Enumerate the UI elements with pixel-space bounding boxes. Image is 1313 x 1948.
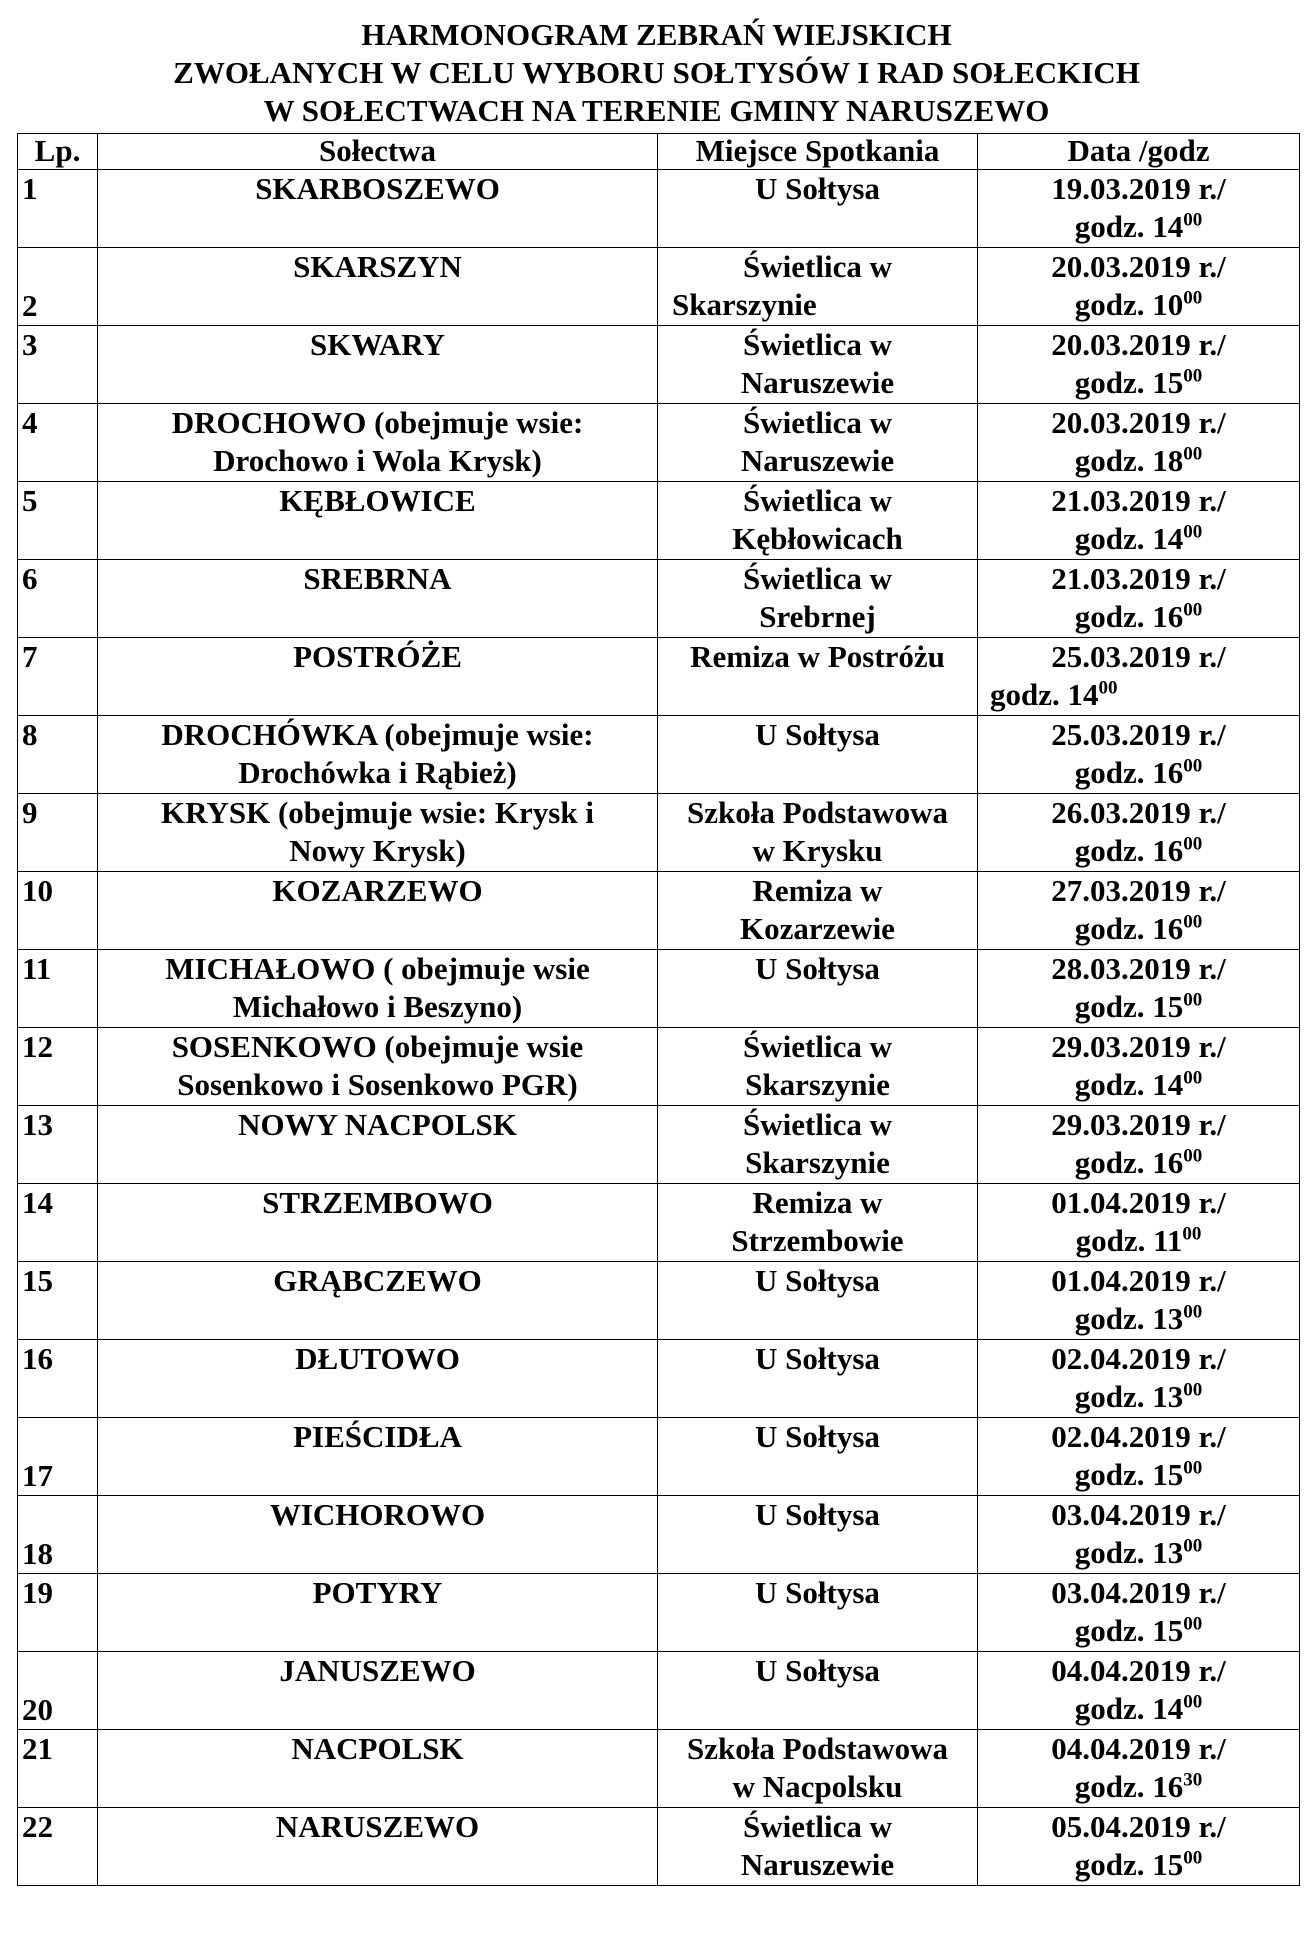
time-hour: 14 <box>1152 1691 1184 1726</box>
miejsce-text: Skarszynie <box>745 1067 890 1102</box>
meeting-date: 25.03.2019 r./ <box>1051 639 1226 674</box>
solectwo-cell <box>98 248 658 326</box>
miejsce-text: U Sołtysa <box>755 1341 880 1376</box>
time-minute: 00 <box>1183 755 1203 777</box>
schedule-table <box>17 133 1300 1886</box>
row-number: 1 <box>18 170 98 248</box>
data-cell <box>978 560 1300 638</box>
row-number: 4 <box>18 404 98 482</box>
solectwo-name: NOWY NACPOLSK <box>238 1107 517 1142</box>
solectwo-cell <box>98 1028 658 1106</box>
solectwo-name: POTYRY <box>312 1575 443 1610</box>
row-number: 13 <box>18 1106 98 1184</box>
meeting-time <box>982 208 1295 246</box>
meeting-time <box>982 1378 1295 1416</box>
miejsce-text: U Sołtysa <box>755 1263 880 1298</box>
solectwo-cell <box>98 482 658 560</box>
miejsce-cell <box>658 482 978 560</box>
meeting-time <box>982 1222 1295 1260</box>
miejsce-text: w Nacpolsku <box>732 1769 903 1804</box>
solectwo-cell <box>98 1652 658 1730</box>
miejsce-text: Srebrnej <box>759 599 876 634</box>
miejsce-text: Naruszewie <box>740 1847 895 1882</box>
time-prefix: godz. <box>1074 911 1153 946</box>
solectwo-name: Drochówka i Rąbież) <box>238 755 517 790</box>
solectwo-name: STRZEMBOWO <box>262 1185 493 1220</box>
table-row <box>18 1340 1300 1418</box>
row-number: 14 <box>18 1184 98 1262</box>
miejsce-cell <box>658 1496 978 1574</box>
row-number: 18 <box>18 1496 98 1574</box>
miejsce-text: Świetlica w <box>743 1029 892 1064</box>
miejsce-text: Naruszewie <box>740 443 895 478</box>
time-minute: 00 <box>1183 833 1203 855</box>
row-number: 21 <box>18 1730 98 1808</box>
solectwo-cell <box>98 950 658 1028</box>
table-row <box>18 404 1300 482</box>
time-prefix: godz. <box>1074 755 1153 790</box>
solectwo-cell <box>98 326 658 404</box>
time-minute: 00 <box>1182 1223 1202 1245</box>
data-cell <box>978 404 1300 482</box>
data-cell <box>978 326 1300 404</box>
time-hour: 18 <box>1152 443 1184 478</box>
solectwo-name: NARUSZEWO <box>275 1809 480 1844</box>
solectwo-name: SKARBOSZEWO <box>255 171 500 206</box>
solectwo-name: Michałowo i Beszyno) <box>232 989 523 1024</box>
solectwo-name: NACPOLSK <box>291 1731 464 1766</box>
meeting-time <box>982 1768 1295 1806</box>
miejsce-cell <box>658 1028 978 1106</box>
table-row <box>18 560 1300 638</box>
meeting-date: 29.03.2019 r./ <box>1051 1029 1226 1064</box>
header-lp: Lp. <box>18 134 98 170</box>
solectwo-cell <box>98 404 658 482</box>
data-cell <box>978 1262 1300 1340</box>
time-prefix: godz. <box>1074 1457 1153 1492</box>
miejsce-text: Świetlica w <box>743 249 892 284</box>
solectwo-name: SKARSZYN <box>293 249 462 284</box>
table-row <box>18 1184 1300 1262</box>
meeting-time <box>982 442 1295 480</box>
time-prefix: godz. <box>1074 1535 1153 1570</box>
time-hour: 14 <box>1152 1067 1184 1102</box>
miejsce-cell <box>658 560 978 638</box>
row-number: 15 <box>18 1262 98 1340</box>
miejsce-text: Skarszynie <box>745 1145 890 1180</box>
meeting-time <box>982 520 1295 558</box>
table-row <box>18 794 1300 872</box>
solectwo-cell <box>98 1808 658 1886</box>
header-solectwa: Sołectwa <box>98 134 658 170</box>
solectwo-name: SOSENKOWO (obejmuje wsie <box>171 1029 584 1064</box>
meeting-time <box>982 988 1295 1026</box>
header-miejsce: Miejsce Spotkania <box>658 134 978 170</box>
time-hour: 16 <box>1152 1145 1184 1180</box>
time-hour: 15 <box>1152 1847 1184 1882</box>
miejsce-text: Świetlica w <box>743 483 892 518</box>
row-number: 10 <box>18 872 98 950</box>
time-minute: 00 <box>1183 1847 1203 1869</box>
time-prefix: godz. <box>1074 1691 1153 1726</box>
table-row <box>18 1418 1300 1496</box>
meeting-date: 04.04.2019 r./ <box>1051 1653 1226 1688</box>
solectwo-cell <box>98 716 658 794</box>
miejsce-cell <box>658 872 978 950</box>
data-cell <box>978 482 1300 560</box>
table-row <box>18 1730 1300 1808</box>
table-row <box>18 716 1300 794</box>
time-prefix: godz. <box>1074 443 1153 478</box>
data-cell <box>978 1028 1300 1106</box>
row-number: 11 <box>18 950 98 1028</box>
solectwo-cell <box>98 560 658 638</box>
meeting-time <box>982 832 1295 870</box>
meeting-date: 21.03.2019 r./ <box>1051 561 1226 596</box>
miejsce-text: Remiza w Postróżu <box>690 639 945 674</box>
miejsce-cell <box>658 1574 978 1652</box>
miejsce-text: Szkoła Podstawowa <box>687 795 948 830</box>
miejsce-cell <box>658 1262 978 1340</box>
solectwo-cell <box>98 1184 658 1262</box>
meeting-time <box>982 286 1295 324</box>
data-cell <box>978 638 1300 716</box>
meeting-time <box>982 598 1295 636</box>
time-prefix: godz. <box>1074 1145 1153 1180</box>
miejsce-cell <box>658 794 978 872</box>
time-hour: 15 <box>1152 1613 1184 1648</box>
time-prefix: godz. <box>1074 1379 1153 1414</box>
time-hour: 13 <box>1152 1379 1184 1414</box>
miejsce-text: Strzembowie <box>731 1223 904 1258</box>
table-row <box>18 638 1300 716</box>
time-prefix: godz. <box>1074 1067 1153 1102</box>
table-row <box>18 482 1300 560</box>
miejsce-text: Świetlica w <box>743 1809 892 1844</box>
miejsce-cell <box>658 1808 978 1886</box>
meeting-date: 25.03.2019 r./ <box>1051 717 1226 752</box>
meeting-date: 20.03.2019 r./ <box>1051 249 1226 284</box>
miejsce-text: U Sołtysa <box>755 171 880 206</box>
miejsce-text: Szkoła Podstawowa <box>687 1731 948 1766</box>
solectwo-cell <box>98 872 658 950</box>
row-number: 20 <box>18 1652 98 1730</box>
meeting-time <box>982 1144 1295 1182</box>
time-prefix: godz. <box>1074 1769 1153 1804</box>
miejsce-text: U Sołtysa <box>755 951 880 986</box>
time-minute: 00 <box>1183 1613 1203 1635</box>
meeting-time <box>982 1066 1295 1104</box>
solectwo-name: SREBRNA <box>303 561 452 596</box>
miejsce-text: w Krysku <box>752 833 883 868</box>
meeting-date: 04.04.2019 r./ <box>1051 1731 1226 1766</box>
miejsce-text: Kozarzewie <box>740 911 895 946</box>
time-hour: 16 <box>1152 755 1184 790</box>
meeting-time <box>982 676 1295 714</box>
solectwo-cell <box>98 794 658 872</box>
miejsce-cell <box>658 326 978 404</box>
miejsce-cell <box>658 170 978 248</box>
time-hour: 10 <box>1152 287 1184 322</box>
time-minute: 00 <box>1183 443 1203 465</box>
time-hour: 13 <box>1152 1301 1184 1336</box>
time-prefix: godz. <box>1074 833 1153 868</box>
time-minute: 00 <box>1098 677 1118 699</box>
miejsce-cell <box>658 248 978 326</box>
meeting-date: 01.04.2019 r./ <box>1051 1263 1226 1298</box>
title-line-3: W SOŁECTWACH NA TERENIE GMINY NARUSZEWO <box>263 93 1050 128</box>
data-cell <box>978 716 1300 794</box>
meeting-date: 05.04.2019 r./ <box>1051 1809 1226 1844</box>
time-hour: 15 <box>1152 365 1184 400</box>
document-title <box>0 16 1313 130</box>
solectwo-cell <box>98 170 658 248</box>
solectwo-cell <box>98 1730 658 1808</box>
time-minute: 00 <box>1183 1301 1203 1323</box>
solectwo-name: WICHOROWO <box>269 1497 486 1532</box>
row-number: 9 <box>18 794 98 872</box>
meeting-date: 01.04.2019 r./ <box>1051 1185 1226 1220</box>
meeting-date: 29.03.2019 r./ <box>1051 1107 1226 1142</box>
meeting-time <box>982 1846 1295 1884</box>
meeting-date: 27.03.2019 r./ <box>1051 873 1226 908</box>
meeting-date: 26.03.2019 r./ <box>1051 795 1226 830</box>
row-number: 2 <box>18 248 98 326</box>
time-hour: 14 <box>1067 677 1099 712</box>
time-prefix: godz. <box>1075 1223 1154 1258</box>
miejsce-text: Naruszewie <box>740 365 895 400</box>
miejsce-text: Remiza w <box>752 873 883 908</box>
solectwo-name: GRĄBCZEWO <box>273 1263 482 1298</box>
solectwo-cell <box>98 638 658 716</box>
row-number: 17 <box>18 1418 98 1496</box>
solectwo-cell <box>98 1106 658 1184</box>
table-row <box>18 170 1300 248</box>
solectwo-name: KOZARZEWO <box>272 873 483 908</box>
row-number: 16 <box>18 1340 98 1418</box>
solectwo-name: DROCHOWO (obejmuje wsie: <box>171 405 584 440</box>
row-number: 3 <box>18 326 98 404</box>
header-data: Data /godz <box>978 134 1300 170</box>
meeting-date: 02.04.2019 r./ <box>1051 1341 1226 1376</box>
data-cell <box>978 1652 1300 1730</box>
time-minute: 00 <box>1183 365 1203 387</box>
data-cell <box>978 872 1300 950</box>
row-number: 19 <box>18 1574 98 1652</box>
miejsce-text: Świetlica w <box>743 327 892 362</box>
solectwo-cell <box>98 1262 658 1340</box>
meeting-date: 03.04.2019 r./ <box>1051 1575 1226 1610</box>
time-minute: 00 <box>1183 911 1203 933</box>
meeting-time <box>982 1534 1295 1572</box>
solectwo-name: KRYSK (obejmuje wsie: Krysk i <box>161 795 594 830</box>
row-number: 7 <box>18 638 98 716</box>
row-number: 5 <box>18 482 98 560</box>
solectwo-name: SKWARY <box>310 327 445 362</box>
miejsce-text: Świetlica w <box>743 561 892 596</box>
time-minute: 00 <box>1183 599 1203 621</box>
time-minute: 00 <box>1183 1067 1203 1089</box>
miejsce-text: U Sołtysa <box>755 717 880 752</box>
data-cell <box>978 1496 1300 1574</box>
table-row <box>18 1262 1300 1340</box>
meeting-time <box>982 910 1295 948</box>
data-cell <box>978 1184 1300 1262</box>
miejsce-cell <box>658 638 978 716</box>
time-minute: 00 <box>1183 1379 1203 1401</box>
time-prefix: godz. <box>1074 1301 1153 1336</box>
time-hour: 16 <box>1152 833 1184 868</box>
table-header-row <box>18 134 1300 170</box>
time-hour: 14 <box>1152 521 1184 556</box>
time-hour: 16 <box>1152 1769 1184 1804</box>
meeting-date: 20.03.2019 r./ <box>1051 327 1226 362</box>
meeting-date: 28.03.2019 r./ <box>1051 951 1226 986</box>
table-row <box>18 248 1300 326</box>
time-minute: 00 <box>1183 1145 1203 1167</box>
data-cell <box>978 1106 1300 1184</box>
meeting-date: 20.03.2019 r./ <box>1051 405 1226 440</box>
solectwo-name: DROCHÓWKA (obejmuje wsie: <box>161 717 594 752</box>
miejsce-cell <box>658 404 978 482</box>
time-prefix: godz. <box>990 677 1068 712</box>
time-prefix: godz. <box>1074 287 1153 322</box>
time-minute: 00 <box>1183 521 1203 543</box>
row-number: 8 <box>18 716 98 794</box>
solectwo-cell <box>98 1496 658 1574</box>
solectwo-cell <box>98 1340 658 1418</box>
title-line-2: ZWOŁANYCH W CELU WYBORU SOŁTYSÓW I RAD SOŁECKICH <box>173 55 1140 90</box>
miejsce-cell <box>658 1652 978 1730</box>
meeting-date: 21.03.2019 r./ <box>1051 483 1226 518</box>
miejsce-text: U Sołtysa <box>755 1653 880 1688</box>
table-row <box>18 950 1300 1028</box>
time-prefix: godz. <box>1074 599 1153 634</box>
row-number: 22 <box>18 1808 98 1886</box>
meeting-time <box>982 1456 1295 1494</box>
data-cell <box>978 1730 1300 1808</box>
miejsce-text: U Sołtysa <box>755 1575 880 1610</box>
time-minute: 00 <box>1183 1457 1203 1479</box>
data-cell <box>978 794 1300 872</box>
time-hour: 16 <box>1152 599 1184 634</box>
miejsce-text: U Sołtysa <box>755 1497 880 1532</box>
time-prefix: godz. <box>1074 209 1153 244</box>
miejsce-cell <box>658 950 978 1028</box>
data-cell <box>978 1418 1300 1496</box>
time-hour: 13 <box>1152 1535 1184 1570</box>
meeting-time <box>982 364 1295 402</box>
table-row <box>18 1652 1300 1730</box>
solectwo-name: Sosenkowo i Sosenkowo PGR) <box>177 1067 578 1102</box>
solectwo-name: PIEŚCIDŁA <box>293 1419 462 1454</box>
data-cell <box>978 170 1300 248</box>
title-line-1: HARMONOGRAM ZEBRAŃ WIEJSKICH <box>361 17 952 52</box>
table-row <box>18 326 1300 404</box>
row-number: 6 <box>18 560 98 638</box>
miejsce-text: Świetlica w <box>743 1107 892 1142</box>
time-minute: 00 <box>1183 1535 1203 1557</box>
miejsce-text: Skarszynie <box>672 287 817 322</box>
time-hour: 14 <box>1152 209 1184 244</box>
miejsce-text: Świetlica w <box>743 405 892 440</box>
meeting-time <box>982 754 1295 792</box>
schedule-body <box>18 170 1300 1886</box>
miejsce-cell <box>658 1106 978 1184</box>
time-prefix: godz. <box>1074 1613 1153 1648</box>
table-row <box>18 1574 1300 1652</box>
time-prefix: godz. <box>1074 1847 1153 1882</box>
time-prefix: godz. <box>1074 521 1153 556</box>
time-minute: 00 <box>1183 287 1203 309</box>
miejsce-cell <box>658 1340 978 1418</box>
time-minute: 00 <box>1183 209 1203 231</box>
solectwo-name: Nowy Krysk) <box>289 833 466 868</box>
solectwo-cell <box>98 1574 658 1652</box>
time-hour: 15 <box>1152 989 1184 1024</box>
time-hour: 16 <box>1152 911 1184 946</box>
data-cell <box>978 248 1300 326</box>
solectwo-name: JANUSZEWO <box>279 1653 476 1688</box>
meeting-date: 02.04.2019 r./ <box>1051 1419 1226 1454</box>
data-cell <box>978 950 1300 1028</box>
miejsce-cell <box>658 1730 978 1808</box>
data-cell <box>978 1340 1300 1418</box>
miejsce-text: U Sołtysa <box>755 1419 880 1454</box>
solectwo-cell <box>98 1418 658 1496</box>
time-hour: 15 <box>1152 1457 1184 1492</box>
time-prefix: godz. <box>1074 989 1153 1024</box>
time-minute: 00 <box>1183 1691 1203 1713</box>
table-row <box>18 1106 1300 1184</box>
miejsce-text: Remiza w <box>752 1185 883 1220</box>
data-cell <box>978 1574 1300 1652</box>
solectwo-name: MICHAŁOWO ( obejmuje wsie <box>165 951 590 986</box>
miejsce-cell <box>658 1184 978 1262</box>
table-row <box>18 1808 1300 1886</box>
solectwo-name: DŁUTOWO <box>295 1341 460 1376</box>
table-row <box>18 872 1300 950</box>
meeting-time <box>982 1300 1295 1338</box>
miejsce-cell <box>658 1418 978 1496</box>
meeting-time <box>982 1612 1295 1650</box>
time-minute: 30 <box>1183 1769 1203 1791</box>
solectwo-name: POSTRÓŻE <box>293 639 462 674</box>
time-minute: 00 <box>1183 989 1203 1011</box>
miejsce-text: Kębłowicach <box>732 521 903 556</box>
data-cell <box>978 1808 1300 1886</box>
miejsce-cell <box>658 716 978 794</box>
time-prefix: godz. <box>1074 365 1153 400</box>
time-hour: 11 <box>1153 1223 1183 1258</box>
solectwo-name: Drochowo i Wola Krysk) <box>213 443 542 478</box>
table-row <box>18 1496 1300 1574</box>
meeting-date: 19.03.2019 r./ <box>1051 171 1226 206</box>
table-row <box>18 1028 1300 1106</box>
meeting-time <box>982 1690 1295 1728</box>
meeting-date: 03.04.2019 r./ <box>1051 1497 1226 1532</box>
solectwo-name: KĘBŁOWICE <box>279 483 476 518</box>
row-number: 12 <box>18 1028 98 1106</box>
